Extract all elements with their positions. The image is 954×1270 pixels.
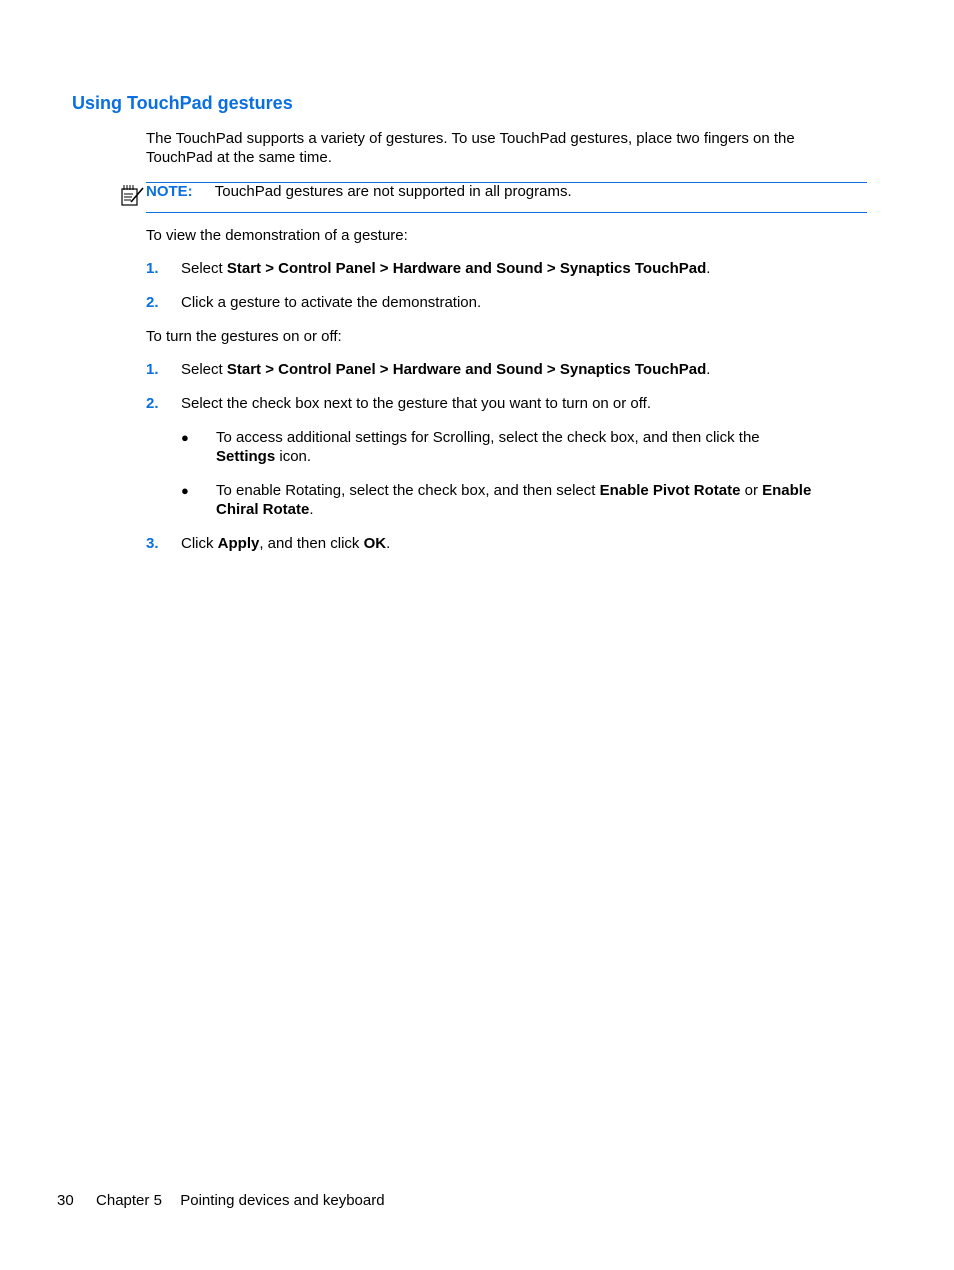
bullet-2-enable: Enable bbox=[762, 482, 812, 499]
demo-step-1 bbox=[181, 260, 710, 277]
bullet-1-line-2 bbox=[216, 447, 760, 466]
demo-step-1-number: 1. bbox=[146, 260, 159, 277]
bullet-2-chiral: Chiral Rotate bbox=[216, 501, 310, 518]
bullet-2-symbol: ● bbox=[181, 483, 189, 498]
note bbox=[146, 183, 572, 200]
bullet-2-pivot: Enable Pivot Rotate bbox=[599, 482, 741, 499]
bullet-1-post: icon. bbox=[275, 448, 312, 465]
demo-step-2-number: 2. bbox=[146, 294, 159, 311]
demo-step-2: Click a gesture to activate the demonstration. bbox=[181, 294, 482, 311]
toggle-step-1 bbox=[181, 361, 710, 378]
demo-step-1-post: . bbox=[706, 260, 711, 277]
toggle-step-1-pre: Select bbox=[181, 361, 227, 378]
intro-line-2: TouchPad at the same time. bbox=[146, 149, 332, 166]
page-number: 30 bbox=[57, 1192, 74, 1209]
demo-step-1-path: Start > Control Panel > Hardware and Sound > Synaptics TouchPad bbox=[226, 260, 707, 277]
bullet-2-line-1 bbox=[216, 481, 811, 500]
toggle-step-3-pre: Click bbox=[181, 535, 218, 552]
toggle-step-2: Select the check box next to the gesture that you want to turn on or off. bbox=[181, 395, 652, 412]
toggle-step-1-path: Start > Control Panel > Hardware and Sound > Synaptics TouchPad bbox=[226, 361, 707, 378]
note-label: NOTE: bbox=[146, 183, 193, 200]
toggle-step-3 bbox=[181, 535, 390, 552]
intro-line-1: The TouchPad supports a variety of gestures. To use TouchPad gestures, place two fingers on the bbox=[146, 130, 795, 147]
bullet-2-pre: To enable Rotating, select the check box, and then select bbox=[216, 482, 600, 499]
intro-paragraph bbox=[146, 129, 795, 167]
bullet-2 bbox=[216, 481, 811, 519]
toggle-step-3-apply: Apply bbox=[217, 535, 260, 552]
note-pad-icon bbox=[119, 183, 145, 207]
bullet-1-symbol: ● bbox=[181, 430, 189, 445]
toggle-step-3-number: 3. bbox=[146, 535, 159, 552]
toggle-step-2-number: 2. bbox=[146, 395, 159, 412]
bullet-2-mid: or bbox=[740, 482, 763, 499]
note-bottom-rule bbox=[146, 212, 867, 213]
toggle-step-1-post: . bbox=[706, 361, 711, 378]
section-heading: Using TouchPad gestures bbox=[72, 93, 293, 113]
bullet-1-settings: Settings bbox=[216, 448, 276, 465]
toggle-step-3-post: . bbox=[386, 535, 391, 552]
page-footer bbox=[57, 1192, 385, 1209]
toggle-lead: To turn the gestures on or off: bbox=[146, 328, 342, 345]
bullet-1 bbox=[216, 428, 760, 466]
bullet-2-post: . bbox=[309, 501, 314, 518]
toggle-step-3-ok: OK bbox=[363, 535, 387, 552]
demo-step-1-pre: Select bbox=[181, 260, 227, 277]
demo-lead: To view the demonstration of a gesture: bbox=[146, 227, 408, 244]
bullet-1-line-1: To access additional settings for Scrolling, select the check box, and then click the bbox=[216, 429, 760, 446]
note-text: TouchPad gestures are not supported in all programs. bbox=[214, 183, 572, 200]
chapter-label: Chapter 5 bbox=[96, 1192, 162, 1209]
toggle-step-1-number: 1. bbox=[146, 361, 159, 378]
chapter-title: Pointing devices and keyboard bbox=[180, 1192, 385, 1209]
bullet-2-line-2 bbox=[216, 500, 811, 519]
toggle-step-3-mid: , and then click bbox=[259, 535, 364, 552]
